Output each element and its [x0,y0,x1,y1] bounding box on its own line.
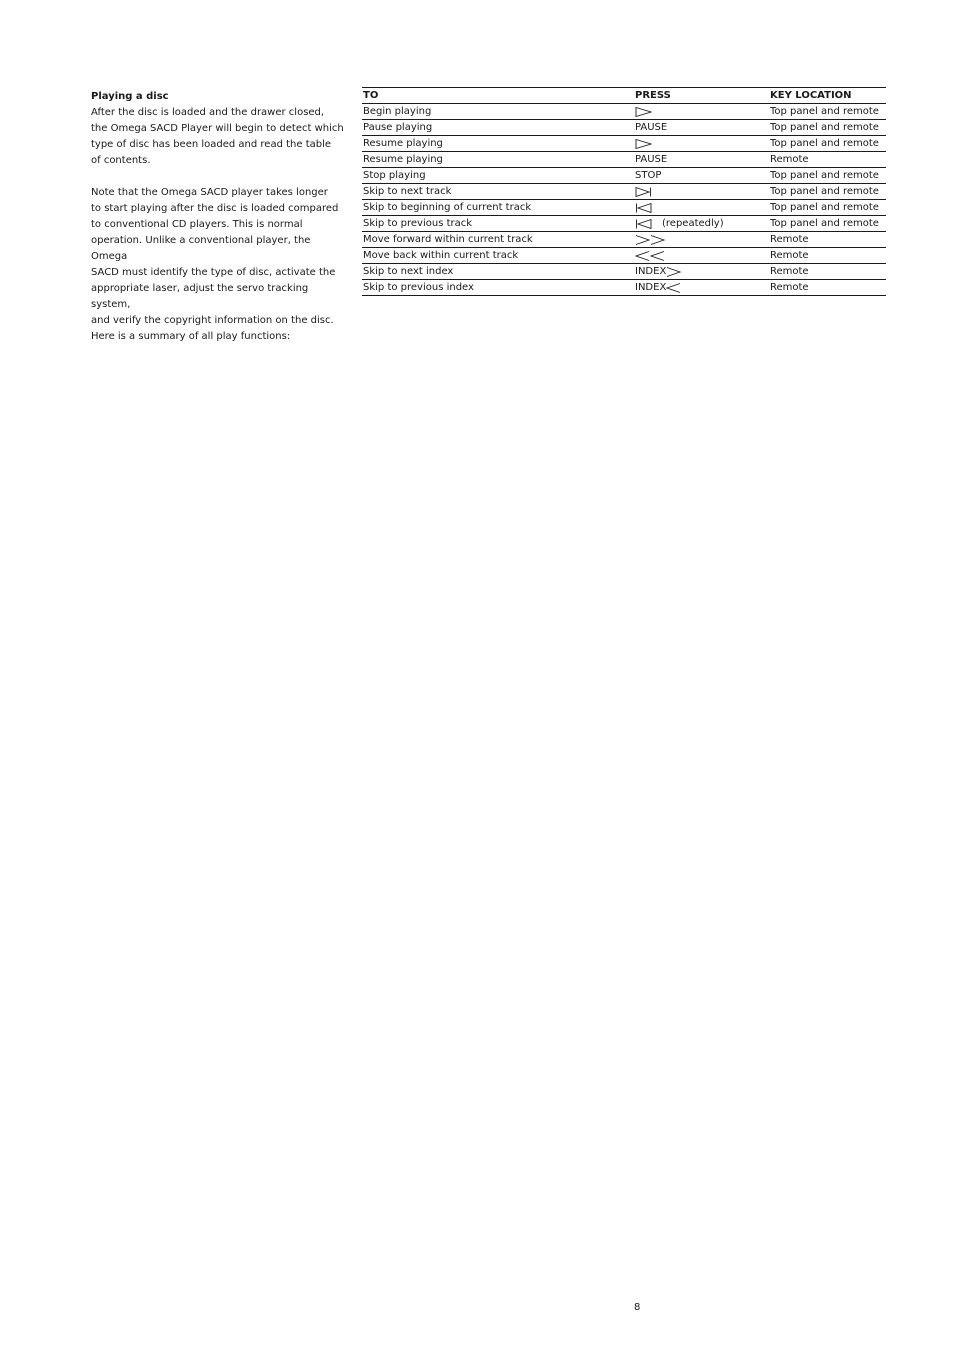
cell-key-location: Remote [769,232,886,248]
cell-key-location: Top panel and remote [769,120,886,136]
table-row [362,200,886,216]
cell-action: Skip to next track [362,184,634,200]
header-key-location: KEY LOCATION [769,88,886,104]
table-row [362,264,886,280]
page-number: 8 [634,1302,641,1313]
table-row [362,280,886,296]
cell-press [634,232,769,248]
cell-press [634,280,769,296]
press-note: (repeatedly) [662,218,724,229]
cell-press [634,184,769,200]
cell-action: Stop playing [362,168,634,184]
cell-key-location: Remote [769,152,886,168]
intro-paragraph: After the disc is loaded and the drawer closed, the Omega SACD Player will begin to detect which type of disc has been loaded and read the table of contents. [91,107,344,166]
skip-next-icon [635,187,653,197]
cell-key-location: Remote [769,264,886,280]
cell-key-location: Remote [769,280,886,296]
chevron-left-icon [666,283,682,293]
cell-press [634,248,769,264]
cell-action: Skip to next index [362,264,634,280]
table-row [362,136,886,152]
cell-press [634,136,769,152]
cell-action: Move back within current track [362,248,634,264]
cell-key-location: Top panel and remote [769,136,886,152]
table-row [362,104,886,120]
press-key-label: PAUSE [635,122,668,133]
cell-key-location: Remote [769,248,886,264]
table-row [362,216,886,232]
cell-action: Resume playing [362,136,634,152]
cell-press [634,264,769,280]
cell-press [634,168,769,184]
cell-action: Resume playing [362,152,634,168]
cell-press [634,200,769,216]
press-key-label: STOP [635,170,662,181]
header-press: PRESS [634,88,769,104]
play-icon [635,139,653,149]
play-icon [635,107,653,117]
cell-action: Begin playing [362,104,634,120]
table-header-row [362,88,886,104]
header-to: TO [362,88,634,104]
cell-action: Skip to previous index [362,280,634,296]
cell-key-location: Top panel and remote [769,104,886,120]
table-row [362,120,886,136]
note-paragraph: Note that the Omega SACD player takes longer to start playing after the disc is loaded compared to conventional CD players. This is normal operation. Unlike a conventional player, the Omega SACD must identify the type of disc, activate the appropriate laser, adjust the servo tracking system, and verify the copyright information on the disc. Here is a summary of all play functions: [91,187,339,342]
chevron-right-icon [666,267,682,277]
play-functions-table [362,87,886,296]
cell-press [634,152,769,168]
fast-forward-icon [635,235,667,245]
cell-press [634,104,769,120]
cell-action: Move forward within current track [362,232,634,248]
table-row [362,248,886,264]
table-row [362,152,886,168]
table-row [362,168,886,184]
press-key-label: INDEX [635,266,667,277]
cell-key-location: Top panel and remote [769,168,886,184]
intro-column [91,89,346,345]
rewind-icon [635,251,667,261]
table-body [362,104,886,296]
section-heading: Playing a disc [91,91,169,102]
cell-key-location: Top panel and remote [769,200,886,216]
cell-action: Skip to beginning of current track [362,200,634,216]
press-key-label: PAUSE [635,154,668,165]
cell-press [634,120,769,136]
cell-key-location: Top panel and remote [769,184,886,200]
cell-key-location: Top panel and remote [769,216,886,232]
skip-previous-icon [635,219,653,229]
cell-press [634,216,769,232]
cell-action: Skip to previous track [362,216,634,232]
table-row [362,184,886,200]
skip-previous-icon [635,203,653,213]
press-key-label: INDEX [635,282,667,293]
table-row [362,232,886,248]
cell-action: Pause playing [362,120,634,136]
